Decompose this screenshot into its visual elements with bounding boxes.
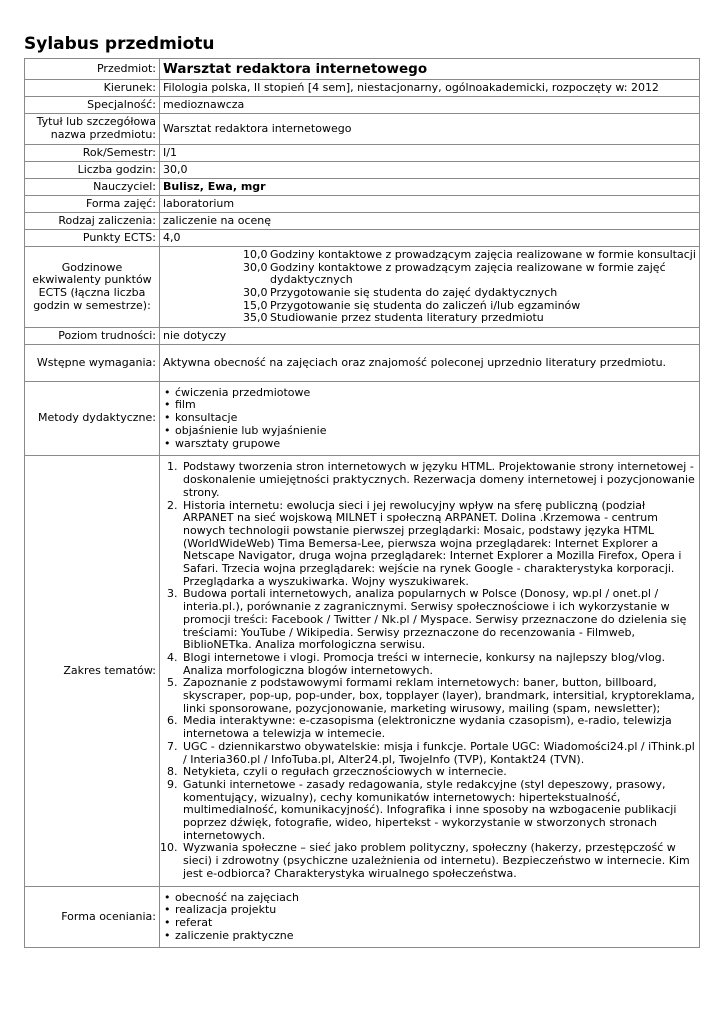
label-godzin: Liczba godzin: <box>25 162 160 179</box>
row-forma <box>25 196 700 213</box>
value-forma: laboratorium <box>160 196 700 213</box>
label-kierunek: Kierunek: <box>25 80 160 97</box>
value-kierunek: Filologia polska, II stopień [4 sem], niestacjonarny, ogólnoakademicki, rozpoczęty w: 2012 <box>160 80 700 97</box>
row-rodzaj <box>25 213 700 230</box>
ects-hours-item <box>243 262 696 287</box>
row-metody <box>25 382 700 456</box>
list-item: • referat <box>163 917 696 930</box>
value-ects: 4,0 <box>160 230 700 247</box>
list-item: • zaliczenie praktyczne <box>163 930 696 943</box>
label-metody: Metody dydaktyczne: <box>25 382 160 456</box>
hours-value: 10,0 <box>243 247 268 261</box>
value-zakres <box>160 456 700 887</box>
hours-description: Studiowanie przez studenta literatury przedmiotu <box>270 311 544 325</box>
value-poziom: nie dotyczy <box>160 328 700 345</box>
list-item: 8. Netykieta, czyli o regułach grzecznościowych w internecie. <box>181 766 696 779</box>
hours-description: Godziny kontaktowe z prowadzącym zajęcia realizowane w formie zajęć dydaktycznych <box>270 260 666 287</box>
hours-value: 35,0 <box>243 311 268 325</box>
label-ects: Punkty ECTS: <box>25 230 160 247</box>
list-item: 9. Gatunki internetowe - zasady redagowania, style redakcyjne (styl depeszowy, prasowy, komentujący, wizualny), cechy komunikatów internetowych: hipertekstualność, multimedialność, komunikacyjność). Infografika i inne sposoby na wzbogacenie publikacji poprzez dźwięk, fotografie, wideo, hipertekst - wykorzystanie w stworzonych stronach internetowych. <box>181 779 696 843</box>
label-nauczyciel: Nauczyciel: <box>25 179 160 196</box>
row-ects <box>25 230 700 247</box>
hours-value: 30,0 <box>243 286 268 299</box>
row-przedmiot <box>25 59 700 80</box>
list-item: • warsztaty grupowe <box>163 438 696 451</box>
label-godzinowe: Godzinowe ekwiwalenty punktów ECTS (łączna liczba godzin w semestrze): <box>25 247 160 328</box>
ects-hours-item <box>243 249 696 262</box>
label-tytul: Tytuł lub szczegółowa nazwa przedmiotu: <box>25 114 160 145</box>
list-item: • objaśnienie lub wyjaśnienie <box>163 425 696 438</box>
list-item: 6. Media interaktywne: e-czasopisma (elektroniczne wydania czasopism), e-radio, telewizja internetowa a telewizja w intemecie. <box>181 715 696 740</box>
hours-value: 15,0 <box>243 298 268 312</box>
row-godzinowe <box>25 247 700 328</box>
hours-value: 30,0 <box>243 260 268 274</box>
list-item: 4. Blogi internetowe i vlogi. Promocja treści w internecie, konkursy na najlepszy blog/vlog. Analiza morfologiczna blogów internetowych. <box>181 652 696 677</box>
topics-list <box>163 461 696 880</box>
label-specjalnosc: Specjalność: <box>25 97 160 114</box>
label-rok: Rok/Semestr: <box>25 145 160 162</box>
hours-description: Przygotowanie się studenta do zajęć dydaktycznych <box>270 286 558 299</box>
label-wymagania: Wstępne wymagania: <box>25 345 160 382</box>
row-tytul <box>25 114 700 145</box>
value-przedmiot: Warsztat redaktora internetowego <box>160 59 700 80</box>
ects-hours-item <box>243 312 696 325</box>
value-rok: I/1 <box>160 145 700 162</box>
row-ocenianie <box>25 887 700 948</box>
value-rodzaj: zaliczenie na ocenę <box>160 213 700 230</box>
label-zakres: Zakres tematów: <box>25 456 160 887</box>
assessment-list <box>163 892 696 943</box>
syllabus-table <box>24 58 700 948</box>
label-poziom: Poziom trudności: <box>25 328 160 345</box>
list-item: 2. Historia internetu: ewolucja sieci i jej rewolucyjny wpływ na sferę publiczną (podział ARPANET na sieć wojskową MILNET i społeczną ARPANET. Dolina .Krzemowa - centrum nowych technologii powstanie pierwszej przeglądarki: Mosaic, podstawy języka HTML (WorldWideWeb) Tima Bemersa-Lee, pierwsza wojna przeglądarek: Internet Explorer a Netscape Navigator, druga wojna przeglądarek: Internet Explorer a Mozilla Firefox, Opera i Safari. Trzecia wojna przeglądarek: wejście na rynek Google - charakterystyka korporacji. Przeglądarka a wyszukiwarka. Wojny wyszukiwarek. <box>181 500 696 589</box>
list-item: • konsultacje <box>163 412 696 425</box>
list-item: • ćwiczenia przedmiotowe <box>163 387 696 400</box>
list-item: 10. Wyzwania społeczne – sieć jako problem polityczny, społeczny (hakerzy, przestępczość w sieci) i zdrowotny (psychiczne uzależnienia od internetu). Bezpieczeństwo w internecie. Kim jest e-odbiorca? Charakterystyka wirualnego społeczeństwa. <box>181 842 696 880</box>
ects-hours-item <box>243 287 696 300</box>
value-tytul: Warsztat redaktora internetowego <box>160 114 700 145</box>
value-metody <box>160 382 700 456</box>
label-ocenianie: Forma oceniania: <box>25 887 160 948</box>
row-wymagania <box>25 345 700 382</box>
teaching-methods-list <box>163 387 696 451</box>
value-godzinowe <box>160 247 700 328</box>
value-wymagania: Aktywna obecność na zajęciach oraz znajomość poleconej uprzednio literatury przedmiotu. <box>160 345 700 382</box>
row-poziom <box>25 328 700 345</box>
row-godzin <box>25 162 700 179</box>
row-rok <box>25 145 700 162</box>
hours-description: Przygotowanie się studenta do zaliczeń i/lub egzaminów <box>270 298 581 312</box>
label-przedmiot: Przedmiot: <box>25 59 160 80</box>
list-item: • film <box>163 399 696 412</box>
label-rodzaj: Rodzaj zaliczenia: <box>25 213 160 230</box>
list-item: • obecność na zajęciach <box>163 892 696 905</box>
row-nauczyciel <box>25 179 700 196</box>
row-specjalnosc <box>25 97 700 114</box>
value-ocenianie <box>160 887 700 948</box>
row-zakres <box>25 456 700 887</box>
value-nauczyciel: Bulisz, Ewa, mgr <box>160 179 700 196</box>
value-godzin: 30,0 <box>160 162 700 179</box>
list-item: 3. Budowa portali internetowych, analiza popularnych w Polsce (Donosy, wp.pl / onet.pl / interia.pl.), porównanie z zagranicznymi. Serwisy społecznościowe i ich wykorzystanie w promocji treści: Facebook / Twitter / Nk.pl / Myspace. Serwisy przeznaczone do dzielenia się treściami: YouTube / Wikipedia. Serwisy przeznaczone do recenzowania - Filmweb, BiblioNETka. Analiza morfologiczna serwisu. <box>181 588 696 652</box>
page-title: Sylabus przedmiotu <box>24 34 215 54</box>
value-specjalnosc: medioznawcza <box>160 97 700 114</box>
row-kierunek <box>25 80 700 97</box>
list-item: 5. Zapoznanie z podstawowymi formami reklam internetowych: baner, button, billboard, skyscraper, pop-up, pop-under, box, topplayer (layer), brandmark, intersitial, kryptoreklama, linki sponsorowane, pozycjonowanie, marketing wirusowy, mailing (spam, newsletter); <box>181 677 696 715</box>
list-item: 1. Podstawy tworzenia stron internetowych w języku HTML. Projektowanie strony internetowej - doskonalenie umiejętności praktycznych. Rezerwacja domeny internetowej i pozycjonowanie strony. <box>181 461 696 499</box>
ects-hours-list <box>163 249 696 325</box>
list-item: • realizacja projektu <box>163 904 696 917</box>
hours-description: Godziny kontaktowe z prowadzącym zajęcia realizowane w formie konsultacji <box>270 247 696 261</box>
list-item: 7. UGC - dziennikarstwo obywatelskie: misja i funkcje. Portale UGC: Wiadomości24.pl / iThink.pl / Interia360.pl / InfoTuba.pl, Alter24.pl, TwojeInfo (TVP), Kontakt24 (TVN). <box>181 741 696 766</box>
label-forma: Forma zajęć: <box>25 196 160 213</box>
